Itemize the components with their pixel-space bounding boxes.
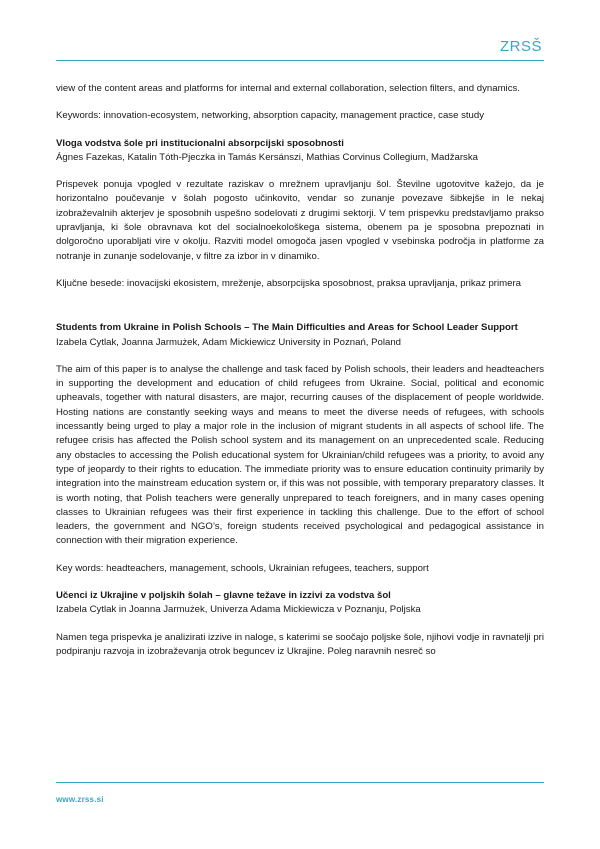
keywords-en-1: Keywords: innovation-ecosystem, networking, absorption capacity, management practice, case study: [56, 110, 485, 122]
en2-title: Students from Ukraine in Polish Schools – The Main Difficulties and Areas for School Leader Support: [56, 322, 518, 334]
intro-end-paragraph: view of the content areas and platforms for internal and external collaboration, selection filters, and dynamics.: [56, 83, 520, 94]
header-divider: [56, 60, 544, 61]
sl1-keywords: Ključne besede: inovacijski ekosistem, mreženje, absorpcijska sposobnost, praksa upravljanja, prikaz primera: [56, 277, 521, 289]
zrss-logo: [500, 34, 546, 56]
footer-divider: [56, 782, 544, 783]
page-content: [56, 82, 544, 659]
en2-abstract: The aim of this paper is to analyse the challenge and task faced by Polish schools, their leaders and headteachers in supporting the development and education of child refugees from Ukraine. Social, political and economic upheavals, together with natural disasters, are major, recurring causes of the displacement of people worldwide. Hosting nations are constantly seeking ways and means to meet the diverse needs of refugees, with schools incessantly being urged to play a major role in the inclusion of migrant students in all aspects of school life. The refugee crisis has affected the Polish school system and its management on an unprecedented scale. Reducing any obstacles to accessing the Polish educational system for Ukrainian/child refugees was a priority, to avoid any type of jeopardy to their rights to education. The immediate priority was to ensure education continuity primarily by integration into the mainstream education system or, if this was not possible, with temporary preparatory classes. It is worth noting, that Polish teachers were generally unprepared to teach foreigners, and in many cases opening classes to Ukrainian refugees was their first experience in tackling this challenge. Due to the effort of school leaders, the government and NGO’s, foreign students received psychological and pedagogical assistance in connection with their migration experience.: [56, 363, 544, 547]
footer-url-link[interactable]: www.zrss.si: [56, 795, 104, 804]
logo-text: ZRSŠ: [500, 38, 543, 55]
en2-authors: Izabela Cytlak, Joanna Jarmużek, Adam Mickiewicz University in Poznań, Poland: [56, 336, 401, 348]
sl2-authors: Izabela Cytlak in Joanna Jarmużek, Univerza Adama Mickiewicza v Poznanju, Poljska: [56, 604, 421, 616]
sl1-abstract: Prispevek ponuja vpogled v rezultate raziskav o mrežnem upravljanju šol. Številne ugotovitve kažejo, da je horizontalno poučevanje v šolah pogosto učinkovito, vendar so zunanje povezave šibkejše in le nekaj izobraževalnih akterjev je sposobnih uspešno sodelovati z drugimi sektorji. V tem prispevku predstavljamo prakso upravljanja, ki šole obravnava kot del socialnoekološkega sistema, obenem pa je sposobna prepoznati in dolgoročno uporabljati vire v okolju. Razviti model omogoča jasen vpogled v vsebinska področja in platforme za notranje in zunanje sodelovanje, v filtre za izbor in v dinamiko.: [56, 179, 544, 262]
sl2-abstract: Namen tega prispevka je analizirati izzive in naloge, s katerimi se soočajo poljske šole, njihovi vodje in ravnatelji pri podpiranju razvoja in izobraževanja otrok beguncev iz Ukrajine. Poleg naravnih nesreč so: [56, 631, 544, 657]
en2-keywords: Key words: headteachers, management, schools, Ukrainian refugees, teachers, support: [56, 562, 429, 574]
sl2-title: Učenci iz Ukrajine v poljskih šolah – glavne težave in izzivi za vodstva šol: [56, 590, 391, 602]
sl1-authors: Ágnes Fazekas, Katalin Tóth-Pjeczka in Tamás Kersánszi, Mathias Corvinus Collegium, Madžarska: [56, 151, 478, 163]
sl1-title: Vloga vodstva šole pri institucionalni absorpcijski sposobnosti: [56, 137, 344, 149]
